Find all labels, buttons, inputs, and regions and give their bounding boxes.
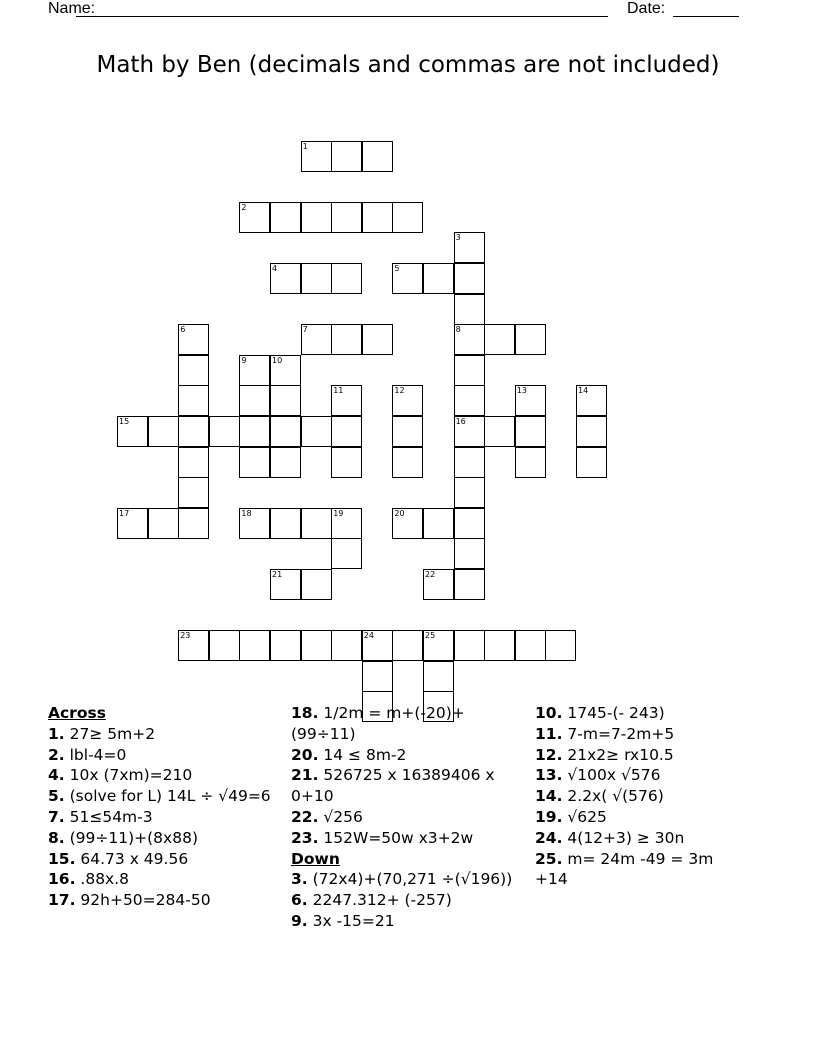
clue-number: 14 (578, 386, 589, 396)
crossword-cell[interactable] (576, 416, 607, 447)
crossword-cell[interactable] (331, 263, 362, 294)
clue-number-label: 16. (48, 870, 76, 889)
clue-item (535, 807, 745, 828)
clue-item (48, 786, 284, 807)
clue-number-label: 18. (291, 704, 319, 722)
crossword-cell[interactable] (270, 355, 301, 386)
clue-item (291, 745, 523, 766)
crossword-cell[interactable] (178, 355, 209, 386)
date-label: Date: (627, 0, 666, 17)
crossword-cell[interactable] (454, 416, 485, 447)
clue-number-label: 11. (535, 724, 563, 743)
clue-column-3 (535, 703, 745, 890)
crossword-cell[interactable] (454, 294, 485, 325)
clue-number-label: 17. (48, 891, 76, 910)
name-label: Name: (48, 0, 96, 17)
crossword-cell[interactable] (301, 416, 332, 447)
crossword-cell[interactable] (239, 447, 270, 478)
across-clue-list-cont (291, 703, 523, 849)
clue-number: 13 (516, 386, 527, 396)
crossword-cell[interactable] (515, 416, 546, 447)
crossword-cell[interactable] (331, 141, 362, 172)
clue-item (291, 869, 523, 890)
clue-number: 1 (302, 141, 308, 151)
crossword-cell[interactable] (392, 385, 423, 416)
crossword-cell[interactable] (301, 263, 332, 294)
clue-number-label: 24. (535, 828, 563, 847)
crossword-cell[interactable] (148, 416, 179, 447)
crossword-cell[interactable] (454, 355, 485, 386)
crossword-cell[interactable] (270, 202, 301, 233)
clue-text: √256 (323, 807, 363, 826)
crossword-cell[interactable] (301, 324, 332, 355)
clue-item (291, 890, 523, 911)
clue-number: 9 (241, 355, 247, 365)
clue-item (48, 724, 284, 745)
crossword-cell[interactable] (117, 508, 148, 539)
clue-text: lbl-4=0 (69, 745, 127, 764)
clue-number-label: 7. (48, 807, 65, 826)
clue-item (291, 807, 523, 828)
clue-number: 7 (302, 325, 308, 335)
clue-item (535, 703, 745, 724)
crossword-cell[interactable] (270, 416, 301, 447)
clue-number: 3 (455, 233, 461, 243)
crossword-cell[interactable] (117, 416, 148, 447)
clue-item (291, 765, 523, 807)
clue-number-label: 25. (535, 849, 563, 868)
crossword-cell[interactable] (178, 477, 209, 508)
clue-text: 4(12+3) ≥ 30n (567, 828, 685, 847)
clue-item (48, 828, 284, 849)
crossword-cell[interactable] (362, 661, 393, 692)
across-clue-list (48, 724, 284, 911)
clue-number-label: 1. (48, 724, 65, 743)
clue-number: 21 (272, 570, 283, 579)
crossword-cell[interactable] (423, 263, 454, 294)
crossword-cell[interactable] (423, 508, 454, 539)
crossword-cell[interactable] (331, 202, 362, 233)
clue-number-label: 21. (291, 766, 319, 785)
crossword-cell[interactable] (331, 538, 362, 569)
crossword-cell[interactable] (239, 416, 270, 447)
clue-text: (solve for L) 14L ÷ √49=6 (69, 787, 271, 806)
across-heading: Across (48, 704, 106, 722)
crossword-cell[interactable] (331, 447, 362, 478)
crossword-cell[interactable] (423, 569, 454, 600)
crossword-cell[interactable] (362, 630, 393, 661)
clue-item (291, 828, 523, 849)
crossword-cell[interactable] (484, 630, 515, 661)
clue-number-label: 19. (535, 807, 563, 826)
clue-number: 4 (272, 264, 278, 273)
crossword-cell[interactable] (454, 477, 485, 508)
crossword-cell[interactable] (331, 324, 362, 355)
clue-item (535, 724, 745, 745)
crossword-cell[interactable] (545, 630, 576, 661)
clue-text: 51≤54m-3 (69, 807, 153, 826)
page-title: Math by Ben (decimals and commas are not included) (96, 52, 720, 78)
clue-number: 11 (333, 386, 344, 396)
crossword-cell[interactable] (576, 447, 607, 478)
clue-item (48, 849, 284, 870)
clue-number-label: 12. (535, 745, 563, 764)
clue-number: 6 (180, 325, 186, 335)
crossword-cell[interactable] (392, 416, 423, 447)
clue-text: 7-m=7-2m+5 (567, 724, 675, 743)
clue-number: 22 (425, 570, 436, 579)
clue-number-label: 13. (535, 766, 563, 785)
crossword-cell[interactable] (423, 661, 454, 692)
clue-item (48, 807, 284, 828)
clue-number: 12 (394, 386, 405, 396)
crossword-cell[interactable] (301, 202, 332, 233)
crossword-cell[interactable] (454, 447, 485, 478)
crossword-cell[interactable] (484, 324, 515, 355)
crossword-cell[interactable] (178, 416, 209, 447)
crossword-cell[interactable] (178, 447, 209, 478)
clue-text: 526725 x 16389406 x 0+10 (291, 766, 495, 806)
clue-number: 23 (180, 631, 191, 641)
crossword-cell[interactable] (515, 385, 546, 416)
crossword-cell[interactable] (362, 202, 393, 233)
crossword-cell[interactable] (454, 569, 485, 600)
crossword-cell[interactable] (270, 385, 301, 416)
clue-item (48, 869, 284, 890)
crossword-cell[interactable] (270, 569, 301, 600)
clue-number-label: 2. (48, 745, 65, 764)
clue-text: 2247.312+ (-257) (312, 891, 452, 910)
clue-number-label: 15. (48, 849, 76, 868)
crossword-cell[interactable] (454, 508, 485, 539)
crossword-cell[interactable] (362, 324, 393, 355)
clue-text: √100x √576 (567, 766, 661, 785)
crossword-cell[interactable] (239, 202, 270, 233)
clue-text: 1745-(- 243) (567, 704, 665, 722)
clue-number: 20 (394, 508, 405, 518)
crossword-cell[interactable] (484, 416, 515, 447)
clue-number-label: 14. (535, 787, 563, 806)
clue-number-label: 23. (291, 828, 319, 847)
clue-number: 8 (455, 325, 461, 335)
clue-number: 24 (363, 631, 374, 641)
crossword-cell[interactable] (392, 263, 423, 294)
clue-text: 10x (7xm)=210 (69, 766, 193, 785)
crossword-cell[interactable] (392, 630, 423, 661)
crossword-cell[interactable] (423, 630, 454, 661)
crossword-cell[interactable] (239, 355, 270, 386)
clue-item (291, 703, 523, 745)
clue-number: 15 (119, 417, 130, 426)
clue-number: 25 (425, 631, 436, 641)
crossword-cell[interactable] (392, 508, 423, 539)
crossword-cell[interactable] (239, 630, 270, 661)
clue-text: (99÷11)+(8x88) (69, 828, 198, 847)
clue-number: 10 (272, 355, 283, 365)
clue-number: 5 (394, 264, 400, 273)
clue-number: 19 (333, 508, 344, 518)
crossword-cell[interactable] (515, 630, 546, 661)
clue-item (48, 890, 284, 911)
crossword-cell[interactable] (148, 508, 179, 539)
down-clue-list (291, 869, 523, 931)
clue-text: .88x.8 (80, 870, 130, 889)
clue-number-label: 8. (48, 828, 65, 847)
crossword-cell[interactable] (454, 385, 485, 416)
crossword-cell[interactable] (301, 508, 332, 539)
crossword-cell[interactable] (362, 141, 393, 172)
crossword-cell[interactable] (209, 416, 240, 447)
crossword-cell[interactable] (209, 630, 240, 661)
clue-number: 2 (241, 202, 247, 212)
clue-item (535, 849, 745, 891)
crossword-cell[interactable] (331, 508, 362, 539)
clue-text: 92h+50=284-50 (80, 891, 211, 910)
down-clue-list-cont (535, 703, 745, 890)
clue-number-label: 22. (291, 807, 319, 826)
crossword-cell[interactable] (239, 385, 270, 416)
crossword-cell[interactable] (331, 416, 362, 447)
crossword-cell[interactable] (301, 630, 332, 661)
clue-item (535, 745, 745, 766)
crossword-cell[interactable] (454, 324, 485, 355)
clue-text: 152W=50w x3+2w (323, 828, 474, 847)
crossword-cell[interactable] (454, 538, 485, 569)
crossword-cell[interactable] (301, 141, 332, 172)
crossword-cell[interactable] (454, 630, 485, 661)
clue-text: 2.2x( √(576) (567, 787, 664, 806)
clue-column-1 (48, 703, 284, 911)
clue-text: √625 (567, 807, 607, 826)
clue-number-label: 3. (291, 870, 308, 889)
clue-number-label: 5. (48, 787, 65, 806)
crossword-cell[interactable] (178, 508, 209, 539)
crossword-cell[interactable] (178, 385, 209, 416)
clue-text: 21x2≥ rx10.5 (567, 745, 674, 764)
clue-item (48, 765, 284, 786)
crossword-cell[interactable] (270, 630, 301, 661)
crossword-cell[interactable] (392, 447, 423, 478)
clue-number: 17 (119, 508, 130, 518)
clue-item (535, 765, 745, 786)
crossword-cell[interactable] (270, 447, 301, 478)
crossword-cell[interactable] (239, 508, 270, 539)
crossword-cell[interactable] (270, 263, 301, 294)
crossword-cell[interactable] (331, 630, 362, 661)
name-line (76, 16, 608, 17)
crossword-cell[interactable] (178, 630, 209, 661)
clue-column-2 (291, 703, 523, 932)
crossword-cell[interactable] (301, 569, 332, 600)
clue-number-label: 10. (535, 704, 563, 722)
clue-item (48, 745, 284, 766)
clue-item (535, 786, 745, 807)
crossword-cell[interactable] (270, 508, 301, 539)
clue-text: 3x -15=21 (312, 911, 395, 930)
clue-text: 27≥ 5m+2 (69, 724, 156, 743)
crossword-cell[interactable] (515, 447, 546, 478)
clue-text: (72x4)+(70,271 ÷(√196)) (312, 870, 513, 889)
clue-text: 14 ≤ 8m-2 (323, 745, 407, 764)
clue-text: 1/2m = m+(-20)+(99÷11) (291, 704, 465, 743)
clue-item (535, 828, 745, 849)
down-heading: Down (291, 849, 340, 868)
clue-text: 64.73 x 49.56 (80, 849, 189, 868)
clue-number-label: 4. (48, 766, 65, 785)
crossword-cell[interactable] (331, 385, 362, 416)
crossword-cell[interactable] (576, 385, 607, 416)
clue-item (291, 911, 523, 932)
crossword-cell[interactable] (454, 263, 485, 294)
clue-number-label: 20. (291, 745, 319, 764)
date-line (673, 16, 739, 17)
crossword-cell[interactable] (454, 232, 485, 263)
clue-number-label: 6. (291, 891, 308, 910)
crossword-cell[interactable] (392, 202, 423, 233)
clue-text: m= 24m -49 = 3m +14 (535, 849, 714, 889)
clue-number: 18 (241, 508, 252, 518)
clue-number-label: 9. (291, 911, 308, 930)
crossword-cell[interactable] (178, 324, 209, 355)
clue-number: 16 (455, 417, 466, 426)
crossword-cell[interactable] (515, 324, 546, 355)
